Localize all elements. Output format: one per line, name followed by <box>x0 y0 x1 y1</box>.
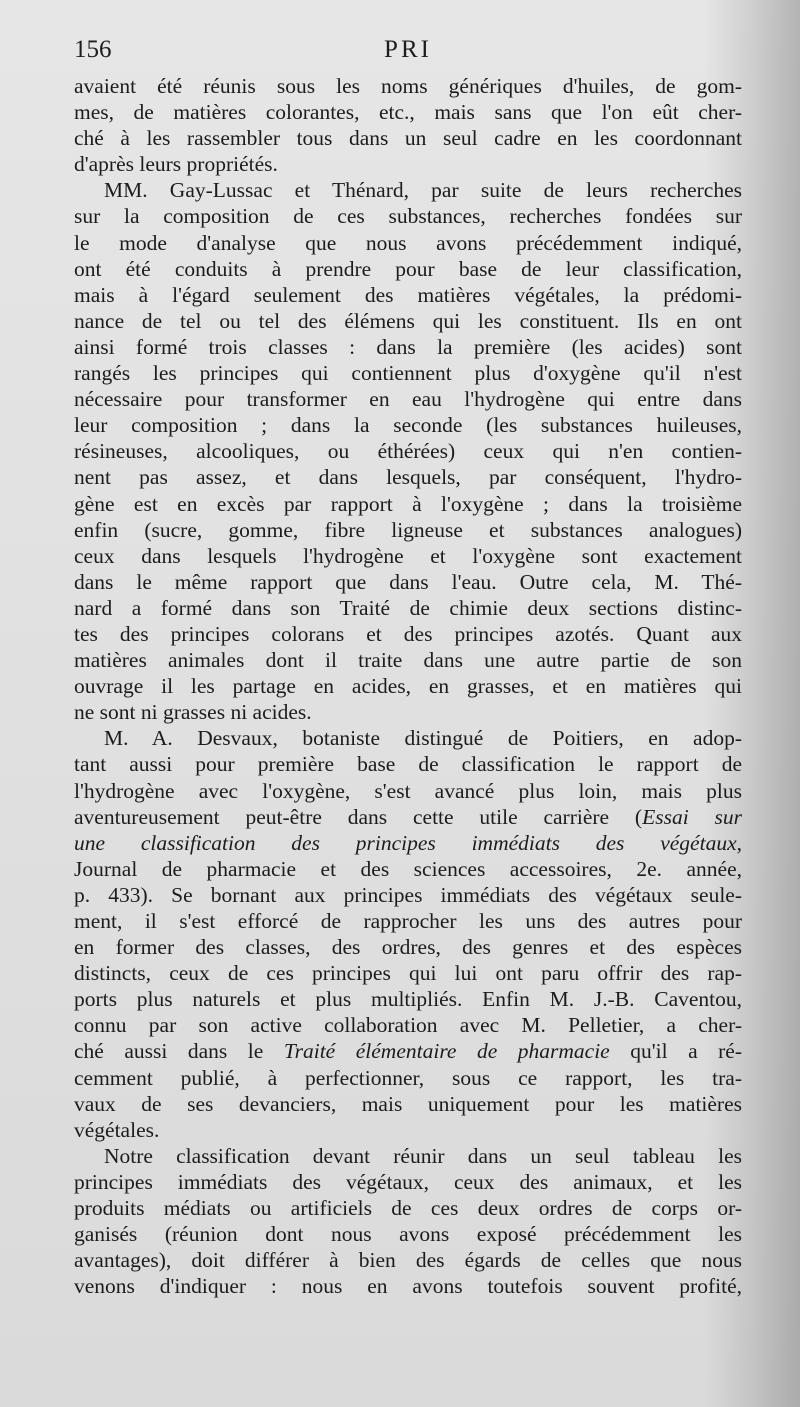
page-header <box>74 36 742 72</box>
text-segment: , <box>736 830 742 855</box>
running-head: PRI <box>384 36 432 63</box>
text-segment: qu'il a ré- <box>609 1039 743 1064</box>
text-line: leur composition ; dans la seconde (les substances huileuses, <box>74 413 742 438</box>
text-segment: ché aussi dans le <box>74 1039 284 1064</box>
text-line: tant aussi pour première base de classification le rapport de <box>74 752 742 777</box>
text-line: produits médiats ou artificiels de ces deux ordres de corps or- <box>74 1196 742 1221</box>
text-line: d'après leurs propriétés. <box>74 152 278 177</box>
text-line <box>74 804 742 830</box>
text-line <box>74 830 742 856</box>
text-line: ainsi formé trois classes : dans la première (les acides) sont <box>74 334 742 359</box>
text-line: venons d'indiquer : nous en avons toutefois souvent profité, <box>74 1274 742 1299</box>
text-line: ports plus naturels et plus multipliés. Enfin M. J.-B. Caventou, <box>74 987 742 1012</box>
text-line: nécessaire pour transformer en eau l'hydrogène qui entre dans <box>74 387 742 412</box>
text-line: l'hydrogène avec l'oxygène, s'est avancé plus loin, mais plus <box>74 778 742 803</box>
italic-title: Essai sur <box>642 804 742 829</box>
text-line: dans le même rapport que dans l'eau. Outre cela, M. Thé- <box>74 569 742 594</box>
text-line: mais à l'égard seulement des matières végétales, la prédomi- <box>74 282 742 307</box>
text-line: connu par son active collaboration avec M. Pelletier, a cher- <box>74 1013 742 1038</box>
text-line: cemment publié, à perfectionner, sous ce rapport, les tra- <box>74 1065 742 1090</box>
text-line: mes, de matières colorantes, etc., mais sans que l'on eût cher- <box>74 100 742 125</box>
text-line: ont été conduits à prendre pour base de leur classification, <box>74 256 742 281</box>
text-line: végétales. <box>74 1117 160 1142</box>
text-line: rangés les principes qui contiennent plus d'oxygène qu'il n'est <box>74 361 742 386</box>
paragraph-start-line: Notre classification devant réunir dans un seul tableau les <box>104 1143 742 1168</box>
text-line: ceux dans lesquels l'hydrogène et l'oxygène sont exactement <box>74 543 742 568</box>
paragraph-start-line: M. A. Desvaux, botaniste distingué de Poitiers, en adop- <box>104 726 742 751</box>
text-line: principes immédiats des végétaux, ceux des animaux, et les <box>74 1169 742 1194</box>
italic-title: Traité élémentaire de pharmacie <box>283 1039 610 1064</box>
page-number: 156 <box>74 36 112 63</box>
italic-title: une classification des principes immédiats des végétaux <box>74 830 737 855</box>
body-text <box>74 73 742 1299</box>
text-line: tes des principes colorans et des principes azotés. Quant aux <box>74 621 742 646</box>
text-line: matières animales dont il traite dans une autre partie de son <box>74 648 742 673</box>
text-line: nard a formé dans son Traité de chimie deux sections distinc- <box>74 595 742 620</box>
text-line: le mode d'analyse que nous avons précédemment indiqué, <box>74 230 742 255</box>
text-line: vaux de ses devanciers, mais uniquement pour les matières <box>74 1091 742 1116</box>
text-line: résineuses, alcooliques, ou éthérées) ceux qui n'en contien- <box>74 439 742 464</box>
text-line: ne sont ni grasses ni acides. <box>74 700 312 725</box>
text-line: Journal de pharmacie et des sciences accessoires, 2e. année, <box>74 856 742 881</box>
text-line: avaient été réunis sous les noms génériques d'huiles, de gom- <box>74 74 742 98</box>
text-line: en former des classes, des ordres, des genres et des espèces <box>74 935 742 960</box>
paragraph-start-line: MM. Gay-Lussac et Thénard, par suite de leurs recherches <box>104 178 742 203</box>
text-line: enfin (sucre, gomme, fibre ligneuse et substances analogues) <box>74 517 742 542</box>
text-line: nance de tel ou tel des élémens qui les constituent. Ils en ont <box>74 308 742 333</box>
text-line: ché à les rassembler tous dans un seul cadre en les coordonnant <box>74 126 742 151</box>
text-line: p. 433). Se bornant aux principes immédiats des végétaux seule- <box>74 882 742 907</box>
text-line: sur la composition de ces substances, recherches fondées sur <box>74 204 742 229</box>
text-line: ouvrage il les partage en acides, en grasses, et en matières qui <box>74 674 742 699</box>
text-segment: aventureusement peut-être dans cette utile carrière ( <box>74 804 643 829</box>
text-line <box>74 1038 742 1064</box>
text-line: gène est en excès par rapport à l'oxygène ; dans la troisième <box>74 491 742 516</box>
text-line: avantages), doit différer à bien des égards de celles que nous <box>74 1248 742 1273</box>
text-line: nent pas assez, et dans lesquels, par conséquent, l'hydro- <box>74 465 742 490</box>
text-line: distincts, ceux de ces principes qui lui ont paru offrir des rap- <box>74 961 742 986</box>
text-line: ganisés (réunion dont nous avons exposé précédemment les <box>74 1222 742 1247</box>
text-line: ment, il s'est efforcé de rapprocher les uns des autres pour <box>74 909 742 933</box>
